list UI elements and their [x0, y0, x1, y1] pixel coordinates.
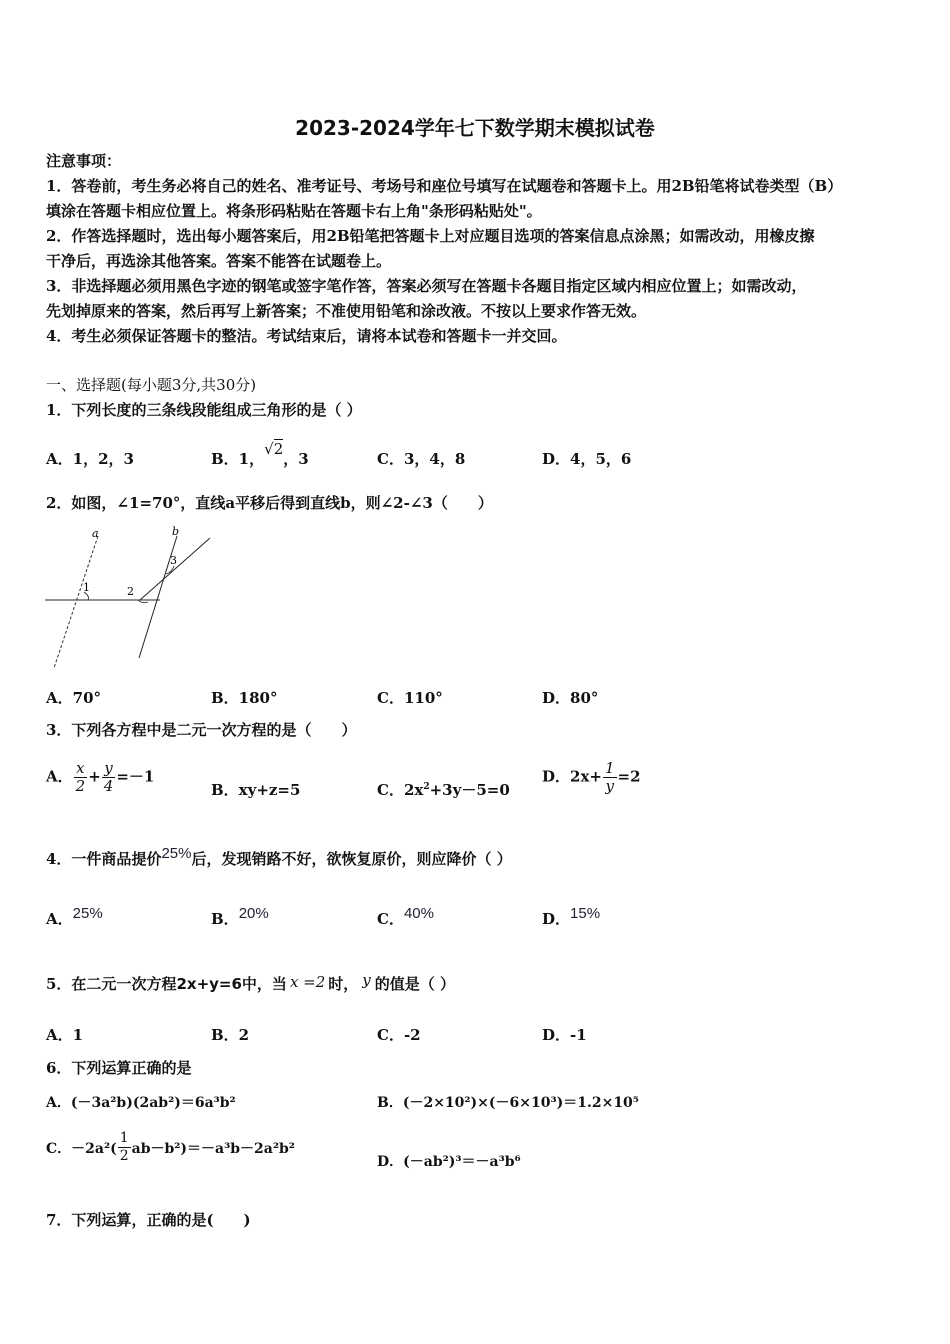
q3-option-b: B．xy+z=5 [211, 781, 301, 799]
option-label: A． [46, 910, 73, 928]
q3-option-d [542, 760, 641, 795]
question-7-stem: 7．下列运算，正确的是( ) [46, 1211, 251, 1229]
q6-c-pre: C．－2a²( [46, 1140, 117, 1157]
notice-line: 2．作答选择题时，选出每小题答案后，用2B铅笔把答题卡上对应题目选项的答案信息点涂黑；如需改动，用橡皮擦 [46, 227, 815, 245]
option-value: 40% [403, 905, 434, 922]
label-angle-3: 3 [170, 554, 177, 567]
denominator: y [605, 777, 614, 795]
q3-option-a [46, 760, 154, 795]
q1-option-b-post: ，3 [283, 450, 309, 468]
q3-c-post: +3y－5=0 [429, 781, 510, 799]
parallel-lines-figure [40, 522, 220, 672]
notice-line: 4．考生必须保证答题卡的整洁。考试结束后，请将本试卷和答题卡一并交回。 [46, 327, 567, 345]
q5-variable: y [362, 971, 371, 989]
fraction-y-over-4 [102, 760, 116, 795]
fraction-1-over-y [603, 760, 617, 795]
q5-condition: x =2 [289, 973, 326, 991]
q5-option-a: A．1 [46, 1026, 84, 1044]
q2-option-c: C．110° [377, 689, 443, 707]
label-angle-2: 2 [127, 585, 134, 598]
section-heading: 一、选择题(每小题3分,共30分) [46, 376, 257, 394]
question-4-stem [46, 847, 512, 872]
option-value: 15% [570, 905, 601, 922]
numerator: 1 [119, 1130, 129, 1146]
question-3-stem: 3．下列各方程中是二元一次方程的是（ ） [46, 721, 357, 739]
q4-stem-pre: 4．一件商品提价 [46, 850, 162, 868]
q3-d-post: =2 [617, 767, 641, 786]
q5-option-c: C．-2 [377, 1026, 421, 1044]
q4-stem-post: 后，发现销路不好，欲恢复原价，则应降价（ ） [191, 850, 512, 868]
notice-line: 3．非选择题必须用黑色字迹的钢笔或签字笔作答，答案必须写在答题卡各题目指定区域内相应位置上；如需改动， [46, 277, 807, 295]
q4-percent-value: 25% [161, 845, 192, 862]
page-title: 2023-2024学年七下数学期末模拟试卷 [295, 116, 655, 140]
q4-option-d [542, 905, 601, 929]
label-a: a [92, 527, 99, 540]
notice-heading: 注意事项： [46, 152, 122, 170]
fraction-x-over-2 [74, 760, 88, 795]
option-label: C． [377, 910, 404, 928]
numerator: 1 [604, 759, 615, 777]
option-value: 20% [238, 905, 269, 922]
q6-option-c [46, 1130, 295, 1165]
q6-option-b: B．(－2×10²)×(－6×10³)＝1.2×10⁵ [377, 1095, 639, 1111]
notice-line: 先划掉原来的答案，然后再写上新答案；不准使用铅笔和涂改液。不按以上要求作答无效。 [46, 302, 647, 320]
q6-c-post: ab－b²)＝－a³b－2a²b² [131, 1140, 295, 1157]
q1-option-b-pre: B．1， [211, 450, 265, 468]
q6-option-d: D．(－ab²)³＝－a³b⁶ [377, 1154, 521, 1170]
denominator: 2 [75, 777, 86, 795]
numerator: y [104, 759, 113, 777]
sqrt-expression: √2 [264, 440, 284, 458]
notice-line: 1．答卷前，考生务必将自己的姓名、准考证号、考场号和座位号填写在试题卷和答题卡上。用2B铅笔将试卷类型（B） [46, 177, 843, 195]
option-label: B． [211, 910, 239, 928]
question-2-stem: 2．如图，∠1=70°，直线a平移后得到直线b，则∠2-∠3（ ） [46, 494, 493, 512]
equation-tail: =－1 [116, 767, 155, 786]
q2-option-d: D．80° [542, 689, 599, 707]
q2-option-b: B．180° [211, 689, 278, 707]
q5-option-d: D．-1 [542, 1026, 587, 1044]
question-1-stem: 1．下列长度的三条线段能组成三角形的是（ ） [46, 401, 362, 419]
q5-option-b: B．2 [211, 1026, 250, 1044]
q1-option-d: D．4，5，6 [542, 450, 632, 468]
q3-option-c [377, 779, 510, 800]
notice-line: 干净后，再选涂其他答案。答案不能答在试题卷上。 [46, 252, 392, 270]
q4-option-b [211, 905, 269, 929]
q5-equation: 2x+y=6 [176, 975, 242, 993]
option-label: D． [542, 910, 571, 928]
q4-option-c [377, 905, 434, 929]
q3-d-pre: D．2x+ [542, 767, 602, 786]
q6-option-a: A．(－3a²b)(2ab²)＝6a³b² [46, 1095, 236, 1111]
option-label: A． [46, 767, 73, 786]
q1-option-b [211, 440, 309, 469]
q2-option-a: A．70° [46, 689, 102, 707]
sqrt-radicand: 2 [273, 440, 284, 458]
label-angle-1: 1 [83, 581, 90, 594]
denominator: 2 [119, 1148, 129, 1164]
q4-option-a [46, 905, 103, 929]
line-a [54, 536, 98, 668]
notice-line: 填涂在答题卡相应位置上。将条形码粘贴在答题卡右上角"条形码粘贴处"。 [46, 202, 542, 220]
option-value: 25% [72, 905, 103, 922]
q1-option-a: A．1，2，3 [46, 450, 134, 468]
question-6-stem: 6．下列运算正确的是 [46, 1059, 192, 1077]
label-b: b [172, 525, 180, 538]
plus-sign: + [88, 767, 101, 786]
q1-option-c: C．3，4，8 [377, 450, 466, 468]
question-5-stem [46, 972, 455, 997]
q5-stem-pre: 5．在二元一次方程 [46, 975, 177, 993]
q5-stem-mid: 中，当 [241, 975, 287, 993]
fraction-one-half [118, 1130, 131, 1165]
q5-stem-post: 的值是（ ） [374, 975, 456, 993]
denominator: 4 [103, 777, 114, 795]
slanted-line [140, 538, 210, 600]
numerator: x [76, 759, 85, 777]
q3-c-pre: C．2x [377, 781, 424, 799]
q5-stem-mid2: 时， [328, 975, 359, 993]
exponent: 2 [423, 782, 430, 792]
